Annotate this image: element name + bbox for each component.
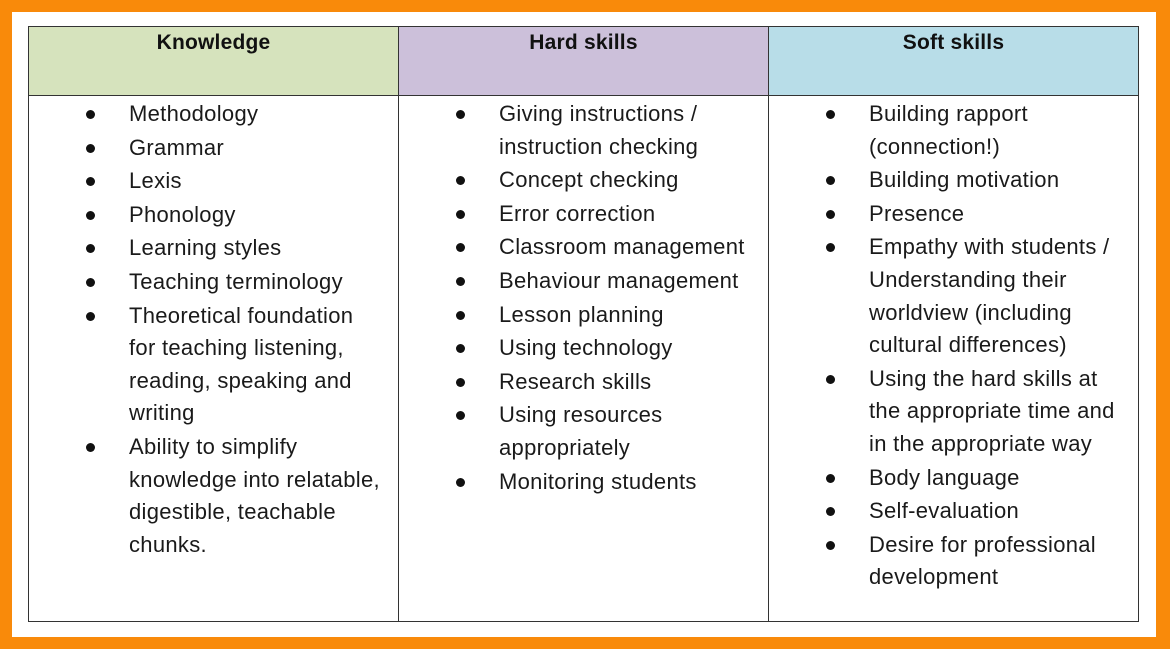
list-item xyxy=(29,266,398,299)
list-item xyxy=(769,495,1138,528)
hard-skills-list xyxy=(399,98,768,498)
list-item xyxy=(399,332,768,365)
list-item xyxy=(769,198,1138,231)
list-item xyxy=(29,132,398,165)
list-item xyxy=(399,466,768,499)
list-item-text: Lesson planning xyxy=(499,301,664,327)
list-item-text: Phonology xyxy=(129,201,236,227)
list-item-text: Theoretical foundation for teaching listening, reading, speaking and writing xyxy=(129,302,354,426)
list-item xyxy=(399,98,768,163)
bullet-icon xyxy=(456,478,465,487)
list-item-text: Monitoring students xyxy=(499,468,697,494)
list-item-text: Behaviour management xyxy=(499,267,739,293)
knowledge-list xyxy=(29,98,398,561)
list-item xyxy=(29,98,398,131)
bullet-icon xyxy=(456,110,465,119)
bullet-icon xyxy=(86,312,95,321)
list-item-text: Learning styles xyxy=(129,235,282,261)
list-item-text: Building rapport (connection!) xyxy=(869,101,1028,159)
bullet-icon xyxy=(826,507,835,516)
bullet-icon xyxy=(826,375,835,384)
bullet-icon xyxy=(826,210,835,219)
list-item xyxy=(399,399,768,464)
bullet-icon xyxy=(86,443,95,452)
list-item-text: Grammar xyxy=(129,134,224,160)
bullet-icon xyxy=(826,176,835,185)
list-item-text: Research skills xyxy=(499,368,652,394)
list-item-text: Using technology xyxy=(499,335,673,361)
bullet-icon xyxy=(86,177,95,186)
list-item xyxy=(29,300,398,430)
list-item xyxy=(399,265,768,298)
list-item-text: Methodology xyxy=(129,101,259,126)
list-item xyxy=(769,164,1138,197)
list-item-text: Error correction xyxy=(499,200,656,226)
list-item-text: Body language xyxy=(869,464,1020,490)
bullet-icon xyxy=(456,411,465,420)
list-item xyxy=(29,431,398,561)
bullet-icon xyxy=(86,244,95,253)
bullet-icon xyxy=(826,541,835,550)
bullet-icon xyxy=(456,378,465,387)
list-item-text: Concept checking xyxy=(499,167,679,193)
hard-skills-cell xyxy=(399,96,769,622)
table-header-row xyxy=(29,27,1139,96)
bullet-icon xyxy=(456,210,465,219)
list-item xyxy=(29,165,398,198)
bullet-icon xyxy=(826,243,835,252)
bullet-icon xyxy=(456,344,465,353)
list-item-text: Ability to simplify knowledge into relatable, digestible, teachable chunks. xyxy=(129,433,380,557)
bullet-icon xyxy=(456,311,465,320)
list-item xyxy=(399,164,768,197)
list-item-text: Using resources appropriately xyxy=(499,402,663,460)
knowledge-column-header: Knowledge xyxy=(29,27,399,96)
list-item xyxy=(769,98,1138,163)
list-item xyxy=(399,198,768,231)
soft-skills-list xyxy=(769,98,1138,594)
document-sheet xyxy=(12,12,1156,637)
list-item-text: Giving instructions / instruction checking xyxy=(499,101,699,159)
list-item-text: Using the hard skills at the appropriate time and in the appropriate way xyxy=(869,365,1115,456)
bullet-icon xyxy=(86,278,95,287)
list-item xyxy=(399,299,768,332)
soft-skills-cell xyxy=(769,96,1139,622)
hard-skills-column-header: Hard skills xyxy=(399,27,769,96)
bullet-icon xyxy=(86,211,95,220)
list-item-text: Desire for professional development xyxy=(869,531,1096,590)
list-item-text: Self-evaluation xyxy=(869,498,1020,524)
soft-skills-column-header: Soft skills xyxy=(769,27,1139,96)
list-item xyxy=(29,199,398,232)
list-item-text: Classroom management xyxy=(499,234,745,260)
table-body-row xyxy=(29,96,1139,622)
list-item xyxy=(29,232,398,265)
bullet-icon xyxy=(86,144,95,153)
list-item xyxy=(769,462,1138,495)
list-item-text: Teaching terminology xyxy=(129,268,343,294)
knowledge-cell xyxy=(29,96,399,622)
bullet-icon xyxy=(826,474,835,483)
list-item-text: Building motivation xyxy=(869,167,1060,193)
list-item xyxy=(399,231,768,264)
list-item xyxy=(399,366,768,399)
list-item xyxy=(769,529,1138,594)
bullet-icon xyxy=(826,110,835,119)
bullet-icon xyxy=(456,277,465,286)
list-item-text: Empathy with students / Understanding their worldview (including cultural differences) xyxy=(869,234,1110,358)
skills-table xyxy=(28,26,1139,622)
bullet-icon xyxy=(86,110,95,119)
list-item xyxy=(769,231,1138,361)
list-item-text: Presence xyxy=(869,200,965,226)
list-item xyxy=(769,363,1138,461)
bullet-icon xyxy=(456,243,465,252)
bullet-icon xyxy=(456,176,465,185)
list-item-text: Lexis xyxy=(129,168,182,194)
